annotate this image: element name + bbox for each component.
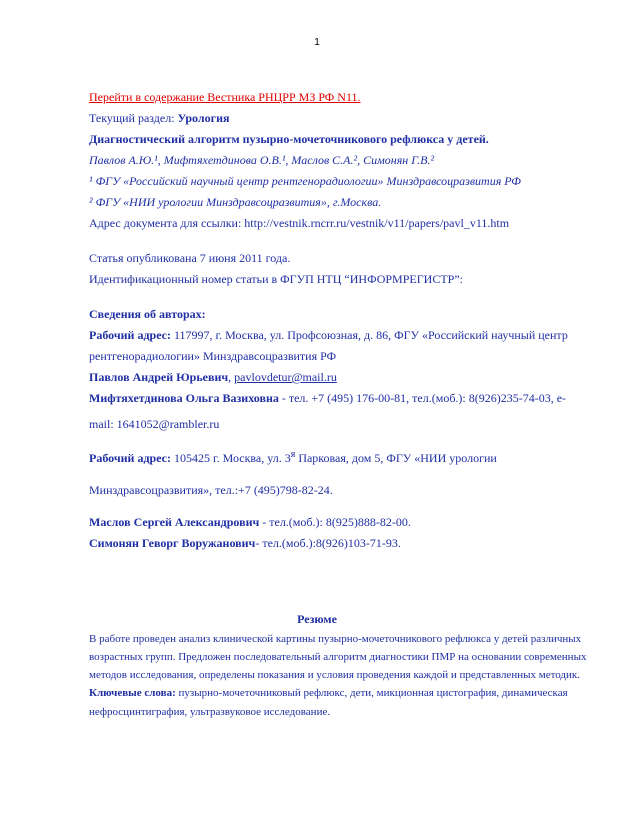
- article-header: [89, 87, 594, 554]
- summary-text: В работе проведен анализ клинической картины пузырно-мочеточникового рефлюкса у детей различных возрастных групп. Предложен последовательный алгоритм диагностики ПМР на основании современных методов исследования, определены показания и условия проведения каждой и представленных методик.: [89, 633, 587, 682]
- work-address-1-continued: рентгенорадиологии» Минздравсоцразвития РФ: [89, 349, 337, 363]
- document-address-url[interactable]: http://vestnik.rncrr.ru/vestnik/v11/papers/pavl_v11.htm: [244, 216, 510, 230]
- author-3-line: [89, 512, 594, 533]
- section-label: Текущий раздел:: [89, 111, 178, 125]
- publication-date: Статья опубликована 7 июня 2011 года.: [89, 251, 291, 265]
- author-4-line: [89, 533, 594, 554]
- section-name: Урология: [177, 111, 230, 125]
- work-address-2: [89, 446, 594, 469]
- work-address-2-text-b: Парковая, дом 5, ФГУ «НИИ урологии: [295, 451, 497, 465]
- affiliation-1: ¹ ФГУ «Российский научный центр рентгенорадиологии» Минздравсоцразвития РФ: [89, 174, 521, 188]
- work-address-2-continued: Минздравсоцразвития», тел.:+7 (495)798-82-24.: [89, 483, 333, 497]
- article-authors: Павлов А.Ю.¹, Мифтяхетдинова О.В.¹, Маслов С.А.², Симонян Г.В.²: [89, 153, 435, 167]
- work-address-2-superscript: я: [290, 449, 296, 460]
- affiliation-2: ² ФГУ «НИИ урологии Минздравсоцразвития», г.Москва.: [89, 195, 382, 209]
- page-number: 1: [314, 37, 320, 48]
- author-3-contacts: - тел.(моб.): 8(925)888-82-00.: [259, 515, 411, 529]
- keywords-label: Ключевые слова:: [89, 687, 176, 700]
- author-1-line: [89, 367, 594, 388]
- author-3-name: Маслов Сергей Александрович: [89, 515, 260, 529]
- document-address-line: [89, 213, 594, 234]
- author-1-name: Павлов Андрей Юрьевич: [89, 370, 229, 384]
- author-1-separator: ,: [228, 370, 235, 384]
- work-address-2-label: Рабочий адрес:: [89, 451, 171, 465]
- authors-info-heading: Сведения об авторах:: [89, 307, 206, 321]
- work-address-1-text: 117997, г. Москва, ул. Профсоюзная, д. 86, ФГУ «Российский научный центр: [171, 328, 568, 342]
- author-2-line: [89, 388, 594, 409]
- author-2-contacts: - тел. +7 (495) 176-00-81, тел.(моб.): 8(926)235-74-03, e-: [278, 391, 567, 405]
- author-1-email[interactable]: pavlovdetur@mail.ru: [234, 370, 337, 384]
- author-4-name: Симонян Геворг Воружанович: [89, 536, 256, 550]
- article-title: Диагностический алгоритм пузырно-мочеточникового рефлюкса у детей.: [89, 132, 489, 146]
- journal-contents-link[interactable]: Перейти в содержание Вестника РНЦРР МЗ РФ N11.: [89, 90, 361, 104]
- document-address-label: Адрес документа для ссылки:: [89, 216, 245, 230]
- current-section-line: [89, 108, 594, 129]
- work-address-2-text-a: 105425 г. Москва, ул. 3: [171, 451, 291, 465]
- summary-title: Резюме: [297, 612, 337, 626]
- author-2-contacts-continued: mail: 1641052@rambler.ru: [89, 417, 220, 431]
- author-2-name: Мифтяхетдинова Ольга Вазиховна: [89, 391, 279, 405]
- keywords-line: [89, 684, 594, 720]
- work-address-1-label: Рабочий адрес:: [89, 328, 171, 342]
- keywords-text: пузырно-мочеточниковый рефлюкс, дети, микционная цистография, динамическая нефросцинтиграфия, ультразвуковое исследование.: [89, 687, 568, 718]
- author-4-contacts: - тел.(моб.):8(926)103-71-93.: [255, 536, 401, 550]
- work-address-1: [89, 325, 594, 346]
- summary-section: [89, 630, 594, 721]
- registration-id-line: Идентификационный номер статьи в ФГУП НТЦ “ИНФОРМРЕГИСТР”:: [89, 272, 463, 286]
